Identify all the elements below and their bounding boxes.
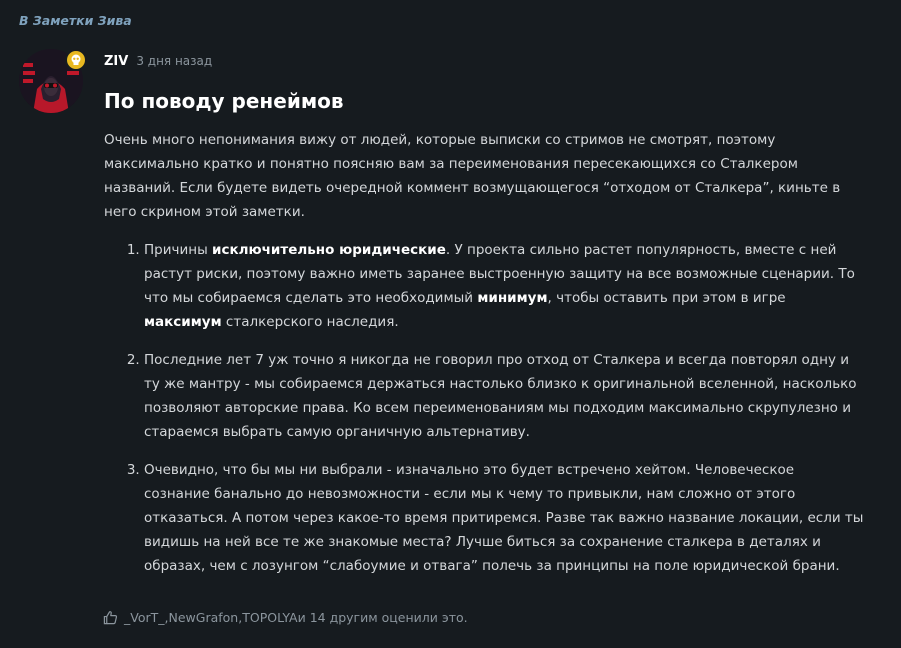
breadcrumb-link[interactable]: В Заметки Зива: [19, 13, 132, 28]
item1-text-2: . У проекта сильно растет популярность, вместе с ней растут риски, поэтому важно иметь заранее выстроенную защиту на все возможные сценарии. То что мы собираемся сделать это необходимый: [144, 242, 855, 306]
post-title: По поводу ренеймов: [104, 89, 344, 113]
reaction-user-link[interactable]: TOPOLYA: [242, 610, 298, 625]
reaction-others-text[interactable]: и 14 другим оценили это.: [297, 610, 468, 625]
list-item: [144, 348, 864, 444]
reaction-user-link[interactable]: _VorT_: [124, 610, 165, 625]
list-item: [144, 458, 864, 578]
item1-text-3: , чтобы оставить при этом в игре: [547, 290, 786, 306]
author-avatar[interactable]: [19, 49, 83, 113]
item3-text: Очевидно, что бы мы ни выбрали - изначально это будет встречено хейтом. Человеческое сознание банально до невозможности - если мы к чему то привыкли, нам сложно от этого отказаться. А потом через какое-то время притиремся. Разве так важно название локации, если ты видишь на ней все те же знакомые места? Лучше биться за сохранение сталкера в деталях и образах, чем с лозунгом “слабоумие и отвага” полечь за принципы на поле юридической брани.: [144, 462, 864, 574]
item1-text-1: Причины: [144, 242, 213, 258]
item2-text: Последние лет 7 уж точно я никогда не говорил про отход от Сталкера и всегда повторял одну и ту же мантру - мы собираемся держаться настолько близко к оригинальной вселенной, насколько позволяют авторские права. Ко всем переименованиям мы подходим максимально скрупулезно и стараемся выбрать самую органичную альтернативу.: [144, 352, 857, 440]
post-intro: Очень много непонимания вижу от людей, которые выписки со стримов не смотрят, поэтому максимально кратко и понятно поясняю вам за переименования пересекающихся со Сталкером названий. Если будете видеть очередной коммент возмущающегося “отходом от Сталкера”, киньте в него скрином этой заметки.: [104, 132, 841, 220]
post-body: [104, 128, 864, 592]
item1-text-4: сталкерского наследия.: [221, 314, 399, 330]
reactions-bar: [103, 610, 468, 625]
post-meta: [104, 53, 212, 70]
thumbs-up-icon[interactable]: [103, 610, 118, 625]
list-item: [144, 238, 864, 334]
reaction-user-link[interactable]: NewGrafon: [168, 610, 239, 625]
reaction-separator: ,: [164, 610, 169, 625]
item1-bold-3: максимум: [144, 314, 222, 330]
item1-bold-2: минимум: [477, 290, 548, 306]
skull-badge-icon: [65, 49, 87, 71]
post-list: [104, 238, 864, 578]
item1-bold-1: исключительно юридические: [212, 242, 446, 258]
author-name-link[interactable]: ZIV: [104, 54, 129, 69]
post-timestamp: 3 дня назад: [136, 54, 213, 68]
reaction-separator: ,: [238, 610, 243, 625]
